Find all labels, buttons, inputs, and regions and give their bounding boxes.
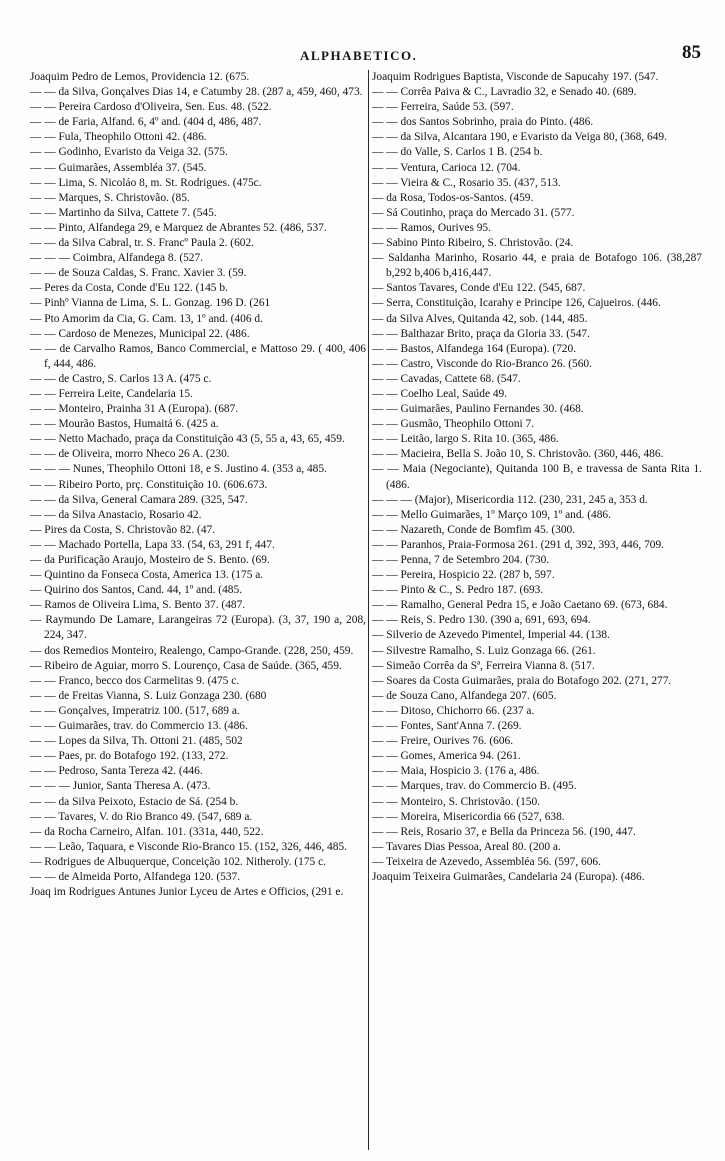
directory-entry: — — Leitão, largo S. Rita 10. (365, 486. [372, 433, 559, 446]
directory-entry: — — Ventura, Carioca 12. (704. [372, 161, 521, 174]
directory-entry: — — Franco, becco dos Carmelitas 9. (475 c. [30, 674, 240, 687]
directory-entry: — — Pinto, Alfandega 29, e Marquez de Abrantes 52. (486, 537. [30, 221, 327, 234]
directory-entry: Joaquim Rodrigues Baptista, Visconde de Sapucahy 197. (547. [372, 71, 659, 83]
directory-entry: — — Balthazar Brito, praça da Gloria 33. (547. [372, 327, 590, 340]
directory-entry: — — Moreira, Misericordia 66 (527, 638. [372, 810, 565, 823]
directory-entry: — — Guimarães, Paulino Fernandes 30. (468. [372, 403, 584, 416]
directory-entry: — — dos Santos Sobrinho, praia do Pinto. (486. [372, 116, 594, 129]
directory-entry: — — Corrêa Paiva & C., Lavradio 32, e Senado 40. (689. [372, 86, 637, 99]
directory-entry: — — Leão, Taquara, e Visconde Rio-Branco 15. (152, 326, 446, 485. [30, 840, 347, 853]
directory-entry: — Peres da Costa, Conde d'Eu 122. (145 b. [30, 282, 228, 295]
page-number: 85 [682, 42, 701, 63]
directory-entry: — — Pinto & C., S. Pedro 187. (693. [372, 584, 544, 597]
right-entry-list [372, 70, 702, 885]
directory-entry: — — Netto Machado, praça da Constituição 43 (5, 55 a, 43, 65, 459. [30, 433, 345, 446]
directory-entry: — — Ribeiro Porto, prç. Constituição 10. (606.673. [30, 478, 268, 491]
directory-entry: — — Mello Guimarães, 1º Março 109, 1º and. (486. [372, 508, 611, 521]
directory-entry: — Silverio de Azevedo Pimentel, Imperial 44. (138. [372, 629, 610, 642]
directory-entry: — Simeão Corrêa da Sª, Ferreira Vianna 8. (517. [372, 659, 595, 672]
directory-entry: — Raymundo De Lamare, Larangeiras 72 (Europa). (3, 37, 190 a, 208, 224, 347. [30, 614, 366, 642]
directory-entry: — — Gonçalves, Imperatriz 100. (517, 689 a. [30, 704, 240, 717]
directory-entry: — — Reis, Rosario 37, e Bella da Princeza 56. (190, 447. [372, 825, 636, 838]
directory-entry: — Saldanha Marinho, Rosario 44, e praia de Botafogo 106. (38,287 b,292 b,406 b,416,447. [372, 252, 702, 280]
directory-entry: — — Paes, pr. do Botafogo 192. (133, 272. [30, 750, 229, 763]
directory-entry: — Ribeiro de Aguiar, morro S. Lourenço, Casa de Saúde. (365, 459. [30, 659, 342, 672]
directory-entry: — — da Silva Anastacio, Rosario 42. [30, 508, 202, 521]
directory-entry: — — Nazareth, Conde de Bomfim 45. (300. [372, 523, 576, 536]
directory-entry: — — da Silva, Gonçalves Dias 14, e Catumby 28. (287 a, 459, 460, 473. [30, 86, 363, 99]
directory-entry: — de Souza Cano, Alfandega 207. (605. [372, 689, 557, 702]
directory-entry: Joaquim Teixeira Guimarães, Candelaria 24 (Europa). (486. [372, 870, 645, 883]
directory-entry: — da Purificação Araujo, Mosteiro de S. Bento. (69. [30, 554, 270, 566]
directory-entry: — — Castro, Visconde do Rio-Branco 26. (560. [372, 357, 592, 370]
directory-entry: — — Martinho da Silva, Cattete 7. (545. [30, 206, 217, 219]
directory-entry: — da Rosa, Todos-os-Santos. (459. [372, 191, 534, 204]
directory-entry: — — da Silva, Alcantara 190, e Evaristo da Veiga 80, (368, 649. [372, 131, 667, 144]
directory-entry: — — Reis, S. Pedro 130. (390 a, 691, 693, 694. [372, 614, 591, 627]
directory-entry: — — Maia (Negociante), Quitanda 100 B, e travessa de Santa Rita 1. (486. [372, 463, 702, 491]
directory-entry: — Pires da Costa, S. Christovão 82. (47. [30, 523, 216, 536]
directory-entry: — — Gusmão, Theophilo Ottoni 7. [372, 418, 535, 431]
directory-entry: — Quirino dos Santos, Cand. 44, 1º and. (485. [30, 584, 243, 597]
directory-entry: Joaquim Pedro de Lemos, Providencia 12. (675. [30, 71, 250, 83]
directory-entry: — — Ditoso, Chichorro 66. (237 a. [372, 704, 535, 717]
directory-entry: — — Ramos, Ourives 95. [372, 221, 491, 234]
directory-entry: — — Mourão Bastos, Humaitá 6. (425 a. [30, 418, 219, 431]
directory-entry: — Tavares Dias Pessoa, Areal 80. (200 a. [372, 840, 561, 853]
directory-entry: — Rodrigues de Albuquerque, Conceição 102. Nitheroly. (175 c. [30, 855, 326, 868]
directory-entry: — — Marques, S. Christovão. (85. [30, 191, 190, 204]
left-column [30, 70, 366, 1155]
directory-entry: — — Paranhos, Praia-Formosa 261. (291 d, 392, 393, 446, 709. [372, 538, 665, 551]
directory-entry: — — de Souza Caldas, S. Franc. Xavier 3. (59. [30, 267, 247, 280]
left-entry-list [30, 70, 366, 900]
directory-entry: — — Pereira, Hospicio 22. (287 b, 597. [372, 569, 555, 582]
directory-entry: — — de Castro, S. Carlos 13 A. (475 c. [30, 372, 212, 385]
directory-entry: — — Monteiro, Prainha 31 A (Europa). (687. [30, 403, 239, 416]
directory-entry: — — — Nunes, Theophilo Ottoni 18, e S. Justino 4. (353 a, 485. [30, 463, 327, 476]
directory-entry: — — de Faria, Alfand. 6, 4º and. (404 d, 486, 487. [30, 116, 262, 129]
directory-entry: — — Ferreira Leite, Candelaria 15. [30, 387, 193, 400]
directory-entry: — — Pedroso, Santa Tereza 42. (446. [30, 765, 203, 778]
directory-entry: — — Cavadas, Cattete 68. (547. [372, 372, 521, 385]
directory-entry: — Sá Coutinho, praça do Mercado 31. (577. [372, 206, 575, 219]
directory-entry: — — Godinho, Evaristo da Veiga 32. (575. [30, 146, 228, 159]
directory-entry: — — — Junior, Santa Theresa A. (473. [30, 780, 211, 793]
directory-entry: — — Tavares, V. do Rio Branco 49. (547, 689 a. [30, 810, 253, 823]
running-head: ALPHABETICO. [300, 48, 418, 63]
directory-entry: — — Lopes da Silva, Th. Ottoni 21. (485, 502 [30, 735, 243, 748]
directory-entry: — — da Silva, General Camara 289. (325, 547. [30, 493, 248, 506]
directory-entry: — Serra, Constituição, Icarahy e Principe 126, Cajueiros. (446. [372, 297, 661, 310]
directory-entry: — — Maia, Hospicio 3. (176 a, 486. [372, 765, 540, 778]
directory-entry: — — Vieira & C., Rosario 35. (437, 513. [372, 176, 561, 189]
directory-entry: — dos Remedios Monteiro, Realengo, Campo-Grande. (228, 250, 459. [30, 644, 354, 657]
directory-entry: — — da Silva Peixoto, Estacio de Sá. (254 b. [30, 795, 239, 808]
directory-entry: — — Ferreira, Saúde 53. (597. [372, 101, 514, 114]
directory-entry: — da Silva Alves, Quitanda 42, sob. (144, 485. [372, 312, 588, 325]
page-header [0, 44, 725, 66]
directory-entry: — — de Freitas Vianna, S. Luiz Gonzaga 230. (680 [30, 689, 267, 702]
directory-entry: — — Fontes, Sant'Anna 7. (269. [372, 720, 522, 733]
directory-entry: — da Rocha Carneiro, Alfan. 101. (331a, 440, 522. [30, 825, 264, 838]
directory-entry: — — Marques, trav. do Commercio B. (495. [372, 780, 577, 793]
directory-entry: — — Gomes, America 94. (261. [372, 750, 521, 763]
directory-entry: — — da Silva Cabral, tr. S. Francº Paula 2. (602. [30, 237, 255, 250]
directory-entry: — — Monteiro, S. Christovão. (150. [372, 795, 541, 808]
directory-entry: — Santos Tavares, Conde d'Eu 122. (545, 687. [372, 282, 586, 295]
directory-entry: — — Lima, S. Nicoláo 8, m. St. Rodrigues. (475c. [30, 176, 262, 189]
directory-entry: — Sabino Pinto Ribeiro, S. Christovão. (24. [372, 237, 574, 250]
directory-entry: — Pinhº Vianna de Lima, S. L. Gonzag. 196 D. (261 [30, 297, 271, 310]
directory-entry: — — — (Major), Misericordia 112. (230, 231, 245 a, 353 d. [372, 493, 648, 506]
directory-entry: — Silvestre Ramalho, S. Luiz Gonzaga 66. (261. [372, 644, 596, 657]
directory-entry: — Pto Amorim da Cia, G. Cam. 13, 1º and. (406 d. [30, 312, 263, 325]
directory-entry: — — Ramalho, General Pedra 15, e João Caetano 69. (673, 684. [372, 599, 668, 612]
directory-entry: — — de Oliveira, morro Nheco 26 A. (230. [30, 448, 230, 461]
directory-entry: Joaq im Rodrigues Antunes Junior Lyceu de Artes e Officios, (291 e. [30, 886, 344, 899]
column-divider [368, 70, 369, 1150]
directory-entry: — — Freire, Ourives 76. (606. [372, 735, 514, 748]
directory-entry: — — Penna, 7 de Setembro 204. (730. [372, 554, 550, 566]
directory-entry: — Quintino da Fonseca Costa, America 13. (175 a. [30, 569, 264, 582]
directory-entry: — — de Carvalho Ramos, Banco Commercial, e Mattoso 29. ( 400, 406 f, 444, 486. [30, 342, 366, 370]
directory-entry: — — Guimarães, trav. do Commercio 13. (486. [30, 720, 248, 733]
directory-entry: — — Machado Portella, Lapa 33. (54, 63, 291 f, 447. [30, 538, 275, 551]
directory-entry: — — Pereira Cardoso d'Oliveira, Sen. Eus. 48. (522. [30, 101, 272, 114]
directory-entry: — — Guimarães, Assembléa 37. (545. [30, 161, 207, 174]
directory-entry: — — — Coimbra, Alfandega 8. (527. [30, 252, 204, 265]
right-column [372, 70, 702, 1155]
directory-entry: — — Coelho Leal, Saúde 49. [372, 387, 508, 400]
directory-entry: — Ramos de Oliveira Lima, S. Bento 37. (487. [30, 599, 246, 612]
directory-entry: — — Cardoso de Menezes, Municipal 22. (486. [30, 327, 250, 340]
directory-entry: — — Bastos, Alfandega 164 (Europa). (720. [372, 342, 577, 355]
directory-entry: — Soares da Costa Guimarães, praia do Botafogo 202. (271, 277. [372, 674, 672, 687]
directory-entry: — — do Valle, S. Carlos 1 B. (254 b. [372, 146, 543, 159]
directory-entry: — — Macieira, Bella S. João 10, S. Christovão. (360, 446, 486. [372, 448, 664, 461]
directory-entry: — — de Almeida Porto, Alfandega 120. (537. [30, 870, 241, 883]
directory-entry: — Teixeira de Azevedo, Assembléa 56. (597, 606. [372, 855, 601, 868]
directory-entry: — — Fula, Theophilo Ottoni 42. (486. [30, 131, 207, 144]
